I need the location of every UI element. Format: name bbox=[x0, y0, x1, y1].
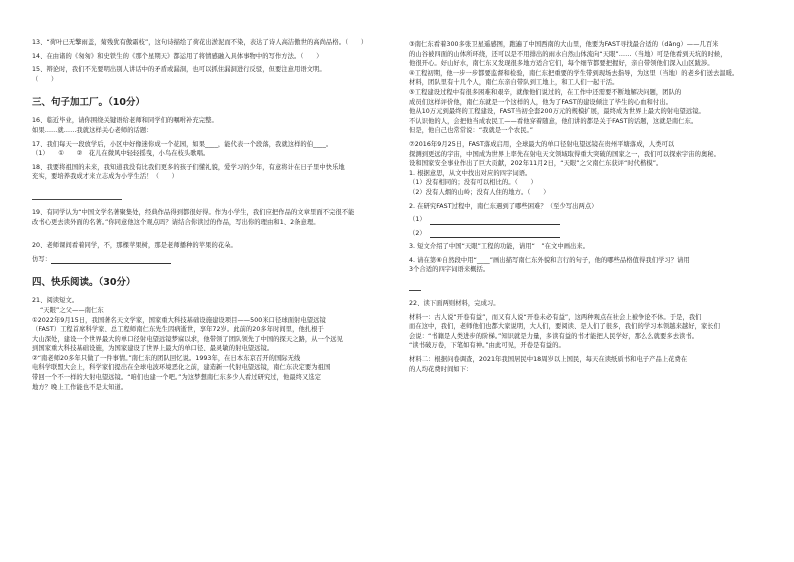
question-1-item-1: （1）没有相同的；没有可以相比的。（ ） bbox=[409, 179, 537, 187]
q18-text-cont: 充实，要培养我成才来立志成为小学生活！（ ） bbox=[32, 173, 178, 181]
material-1-line4: “读书破万卷，下笔如有神。”由此可见，开卷是有益的。 bbox=[409, 342, 565, 350]
q20-text: 20、老师课间看着同学，不，那棵苹果树，那是老师播种的苹果的花朵。 bbox=[32, 242, 237, 250]
question-1-item-2: （2）没有人烟的山岭；没有人住的地方。（ ） bbox=[409, 188, 550, 196]
q18-text: 18、我要将祖国的未来，我知道我没有比我们更多的孩子们懂礼貌，爱学习的少年，有意将计在日子里中快乐地 bbox=[32, 163, 345, 171]
q17-sentence: （1） ① ② 花儿在微风中轻轻摇曳，小鸟在枝头歌唱。 bbox=[32, 150, 210, 158]
passage-p3-line3: 他很开心。好山好水，南仁东又发现很多地方适合它们，每个细节都要把握好，亲自带领他们深入山区跋涉。 bbox=[409, 60, 714, 68]
passage-p5-line3: 他从10万元到最终的工程建设，FAST当初全套200万元的规模扩展，最终成为世界上最大的射电望远镜。 bbox=[409, 108, 705, 116]
material-1-line3: 会说：“书籍是人类进步的阶梯。”知识就是力量，多读有益的书才能把人民学好，那么么就要多去读书。 bbox=[409, 332, 699, 340]
material-2-line2: 的人均花费时间如下： bbox=[409, 365, 473, 373]
right-page bbox=[397, 0, 794, 562]
passage-p3-line1: ③南仁东看着300多张卫星遥感图，跑遍了中国西南的大山里，他要为FAST寻找最合适的（dǎng）——几百米 bbox=[409, 41, 719, 48]
q21-text: 21、阅读短文。 bbox=[32, 297, 79, 305]
passage-p7-line1: ⑦2016年9月25日，FAST落成启用，全球最大的单口径射电望远镜在贵州平塘落成，人类可以 bbox=[409, 140, 675, 148]
q20-imitation-label: 仿写： bbox=[32, 255, 52, 263]
passage-p2-line1: ②“南老师20多年只做了一件事情。”南仁东的团队回忆说。1993年，在日本东京召开的国际无线 bbox=[32, 354, 301, 362]
q15-bracket: （ ） bbox=[32, 75, 58, 83]
q19-text: 19、有同学认为“中国文学名著聚集处，经典作品得到都很好得。作为小学生，我们应把作品的文章里面不完很不能 bbox=[32, 208, 355, 216]
passage-p2-line3: 带回一个不一样的大射电望远镜。“咱们也建一个吧。”为这梦想南仁东多少人看过研究过，他最终又选定 bbox=[32, 374, 322, 382]
passage-p1-line2: （FAST）工程首席科学家、总工程师南仁东先生因病逝世，享年72岁。此前的20多年时间里，他扎根于 bbox=[32, 326, 324, 334]
question-2-line-2[interactable] bbox=[430, 237, 560, 238]
passage-p6-line1: 不认识他的人，会把他当成农民工——看他穿着随意，他们讲的都是关于FAST的话题，这就是南仁东。 bbox=[409, 117, 698, 125]
question-2-answer-2 bbox=[409, 229, 772, 239]
passage-p1-line3: 大山深处，建设一个世界最大的单口径射电望远镜梦寐以求，他带领了团队领先了中国的探天之路，从一个远见 bbox=[32, 335, 343, 343]
question-2-answer-1 bbox=[409, 215, 772, 225]
passage-p3-line2: 的山谷被四面的山体所环绕，还可以是不用排出的雨水自然山体流向“天眼”……（当地）可是他看到天坑的时候， bbox=[409, 50, 727, 58]
question-3: 3. 短文介绍了中国“天眼”工程的功能，请用“ ”在文中画出来。 bbox=[409, 243, 590, 251]
passage-p7-line3: 设和国家安全事业作出了巨大贡献，202年11月2日，“天眼”之父南仁东获评“时代楷模”。 bbox=[409, 160, 663, 168]
question-4-cont: 3个合适的四字词语来概括。 bbox=[409, 266, 490, 274]
question-1: 1. 根据意思，从文中找出对应的四字词语。 bbox=[409, 169, 532, 177]
material-2-line1: 材料二：根据问卷调查，2021年我国居民中18周岁以上国民，每天在读纸质书和电子产品上花费在 bbox=[409, 356, 688, 364]
question-2-answer-1-label: （1） bbox=[409, 216, 426, 224]
passage-p4-line1: ④工程初期，他一步一步都要监督和检验，南仁东把重要的学生带到现场去指导，为这里（当地）的老乡们送去温暖。 bbox=[409, 69, 739, 77]
q20-imitation bbox=[32, 255, 383, 265]
material-1-line2: 而在这中，我们，老师他们也都大家说明，大人们，要阅读、是人们了很多，我们的学习本领越来越好，家长们 bbox=[409, 323, 720, 331]
q22-text: 22、读下面两则材料，完成习。 bbox=[409, 300, 500, 308]
passage-p4-line2: 材料，团队里有十几个人，南仁东亲自带队到工地上，和工人们一起干活。 bbox=[409, 79, 619, 87]
passage-p2-line2: 电科学联盟大会上，科学家们提出在全球电波环境恶化之前，建造新一代射电望远镜，南仁东决定要为祖国 bbox=[32, 364, 331, 372]
passage-p2-line4: 地方？晚上工作能也不是太知道。 bbox=[32, 383, 128, 391]
section-3-heading: 三、句子加工厂。（10分） bbox=[32, 97, 145, 109]
passage-p5-line2: 成员们这样评价他，南仁东就是一个这样的人，他为了FAST的建设倾注了毕生的心血和付出。 bbox=[409, 98, 672, 106]
question-4-answer-line[interactable] bbox=[409, 289, 421, 291]
question-2: 2. 在研究FAST过程中，南仁东遇到了哪些困难？（至少写出两点） bbox=[409, 202, 598, 210]
passage-title: “天眼”之父——南仁东 bbox=[40, 306, 104, 314]
question-2-line-1[interactable] bbox=[430, 224, 560, 225]
q16-text: 16、临近毕业，请你围绕关键语给老师和同学们的嘱咐补充完整。 bbox=[32, 117, 218, 125]
section-4-heading: 四、快乐阅读。（30分） bbox=[32, 277, 136, 289]
q14-text: 14、在由诸的《匆匆》和史铁生的《那个星期天》都运用了将情感融入具体事物中的写作方法。（ ） bbox=[32, 52, 323, 60]
q15-text: 15、辩论时，我们不光要明出别人讲话中的矛盾或漏洞，也可以抓住漏洞进行反驳，但要注意用语文明。 bbox=[32, 66, 326, 74]
q18-answer-line[interactable] bbox=[32, 198, 122, 200]
material-1-line1: 材料一：古人说“开卷有益”，而又有人说“开卷未必有益”，这两种观点在社会上被争论不休。于是，我们 bbox=[409, 313, 702, 321]
q16-prompt: 如果……就……我就这样关心老师的话题： bbox=[32, 126, 153, 134]
q13-text: 13、“荷叶已无擎雨盖，菊残犹有傲霜枝”，这句诗描绘了荷花出淤泥而不染，表达了诗人高洁傲世的高尚品格。（ ） bbox=[32, 39, 368, 46]
q17-text: 17、我们每天一段放学后，小区中好像迷你成一个花园，如果____，能代表一个段落，我就这样的伯____。 bbox=[32, 140, 333, 148]
passage-p7-line2: 探测到更远的宇宙，中国成为世界上率先在射电天文领域取得重大突破的国家之一，我们可以探索宇宙的奥秘。 bbox=[409, 150, 720, 158]
question-4: 4. 请在第⑥自然段中用“____”画出描写南仁东外貌和言行的句子，他的哪些品格值得我们学习？请用 bbox=[409, 256, 690, 264]
passage-p5-line1: ⑤工程建设过程中有很多困难和艰辛，就像他们说过的，在工作中还需要不断地解决问题，团队的 bbox=[409, 88, 682, 96]
passage-p1-line4: 到国家重大科技基础设施，为国家建设了世界上最大的单口径、最灵敏的射电望远镜。 bbox=[32, 345, 274, 353]
q19-text-cont: 改书心更去读外面的名著。”你同意他这个观点吗？请结合你读过的作品，写出你的理由和1、2条意理。 bbox=[32, 218, 320, 226]
passage-p6-line2: 但是，他自己也常常说：“我就是一个农民。” bbox=[409, 127, 534, 135]
passage-p1-line1: ①2022年9月15日，我国著名天文学家，国家重大科技基础设施建设项目——500米口径球面射电望远镜 bbox=[32, 316, 326, 324]
question-2-answer-2-label: （2） bbox=[409, 229, 426, 237]
q20-answer-line[interactable] bbox=[51, 263, 171, 264]
